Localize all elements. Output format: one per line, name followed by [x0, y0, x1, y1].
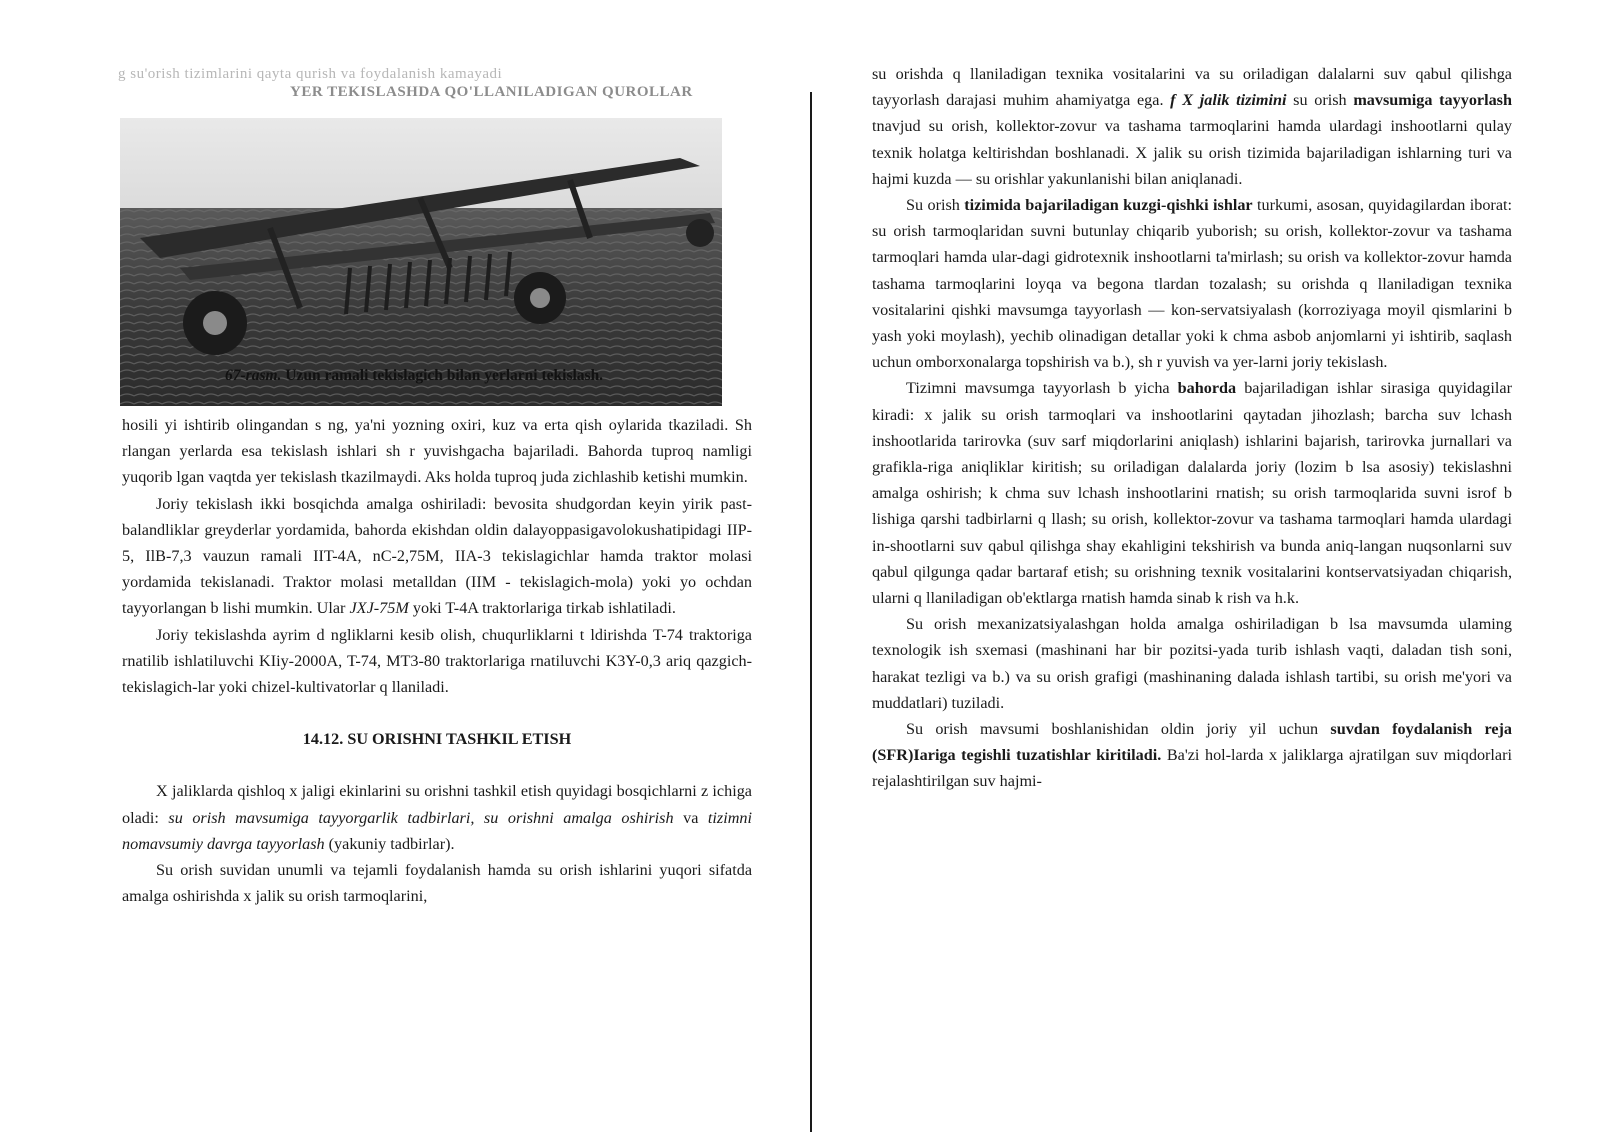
paragraph — [872, 192, 1512, 375]
paragraph — [872, 375, 1512, 611]
section-heading: 14.12. SU ORISHNI TASHKIL ETISH — [302, 730, 572, 749]
leveller-photo — [120, 118, 722, 406]
text-run: bajariladigan ishlar sirasiga quyidagilar kiradi: x jalik su orish tarmoqlari va inshootlarini qaytadan jihozlash; barcha suv lchash inshootlarida tarirovka (suv sarf miqdorlarini aniqlash) ishlarini bajarish, tarirovka jurnallari va grafikla-riga aniqliklar kiritish; su oriladigan dalalarda joriy (lozim b lsa asosiy) tekislashni amalga oshirish; k chma suv lchash inshootlarini rnatish; su orish tarmoqlarida suvni isrof b lishiga qarshi tadbirlarni q llash; su orish, kollektor-zovur va tashama tarmoqlari hamda ulardagi in-shootlarni suv qabul qilishga shay ekahligini tekshirish va bunda aniq-langan nuqsonlarni suv qabul qilgunga qadar bartaraf etish; su orishning texnik vositalarini kontservatsiyadan chiqarish, ularni q llaniladigan ob'ektlarga rnatish hamda sinab k rish va h.k. — [872, 379, 1512, 608]
italic-text: tizimni nomavsumiy davrga tayyorlash — [122, 808, 752, 853]
figure-67 — [100, 62, 722, 406]
paragraph: hosili yi ishtirib olingandan s ng, ya'ni yozning oxiri, kuz va erta qish oylarida tkaziladi. Sh rlangan yerlarda esa tekislash ishlari sh r yuvishgacha bajariladi. Bahorda tuproq namligi yuqorib lgan vaqtda yer tekislash tkazilmaydi. Aks holda tuproq juda zichlashib ketishi mumkin. — [122, 416, 752, 487]
text-run: (yakuniy tadbirlar). — [324, 834, 455, 853]
italic-text: su orish mavsumiga tayyorgarlik tadbirlari, su orishni amalga oshirish — [168, 808, 674, 827]
text-run: X jaliklarda qishloq x jaligi ekinlarini su orishni tashkil etish quyidagi bosqichlarni z ichiga oladi: — [122, 782, 752, 827]
bleed-through-text: g su'orish tizimlarini qayta qurish va foydalanish kamayadi — [118, 66, 503, 82]
bold-text: bahorda — [1177, 379, 1237, 398]
paragraph: Su orish mexanizatsiyalashgan holda amalga oshiriladigan b lsa mavsumda ulaming texnologik ish sxemasi (mashinani har bir pozitsi-yada turib ishlash vaqti, daladan tish soni, harakat tezligi va b.) va su orish grafigi (mashinaning dalada ishlash tartibi, su orish me'yori va muddatlari) tuziladi. — [872, 615, 1512, 712]
paragraph: Su orish suvidan unumli va tejamli foydalanish hamda su orish ishlarini yuqori sifatda amalga oshirishda x jalik su orish tarmoqlarini, — [122, 861, 752, 906]
caption-number: 67-rasm. — [225, 367, 282, 384]
italic-text: JXJ-75M — [349, 599, 409, 618]
text-run: su orishda q llaniladigan texnika vositalarini va su oriladigan dalalarni suv qabul qilishga tayyorlash darajasi muhim ahamiyatga ega. — [872, 65, 1512, 110]
paragraph — [872, 61, 1512, 192]
figure-caption — [225, 367, 603, 385]
bold-text: tizimida bajariladigan kuzgi-qishki ishlar — [964, 196, 1253, 215]
text-run: yoki T-4A traktorlariga tirkab ishlatiladi. — [408, 599, 676, 618]
paragraph — [122, 778, 752, 857]
text-run: Su orish mavsumi boshlanishidan oldin joriy yil uchun — [906, 720, 1331, 739]
bold-text: mavsumiga tayyorlash — [1353, 91, 1512, 110]
text-run: Tizimni mavsumga tayyorlash b yicha — [906, 379, 1178, 398]
column-divider — [810, 92, 812, 1132]
text-run: tnavjud su orish, kollektor-zovur va tashama tarmoqlarini hamda ulardagi inshootlarni qulay texnik holatga keltirishdan boshlanadi. X jalik su orish tizimida bajariladigan ishlarning turi va hajmi kuzda — su orishlar yakunlanishi bilan aniqlanadi. — [872, 117, 1512, 188]
bold-text: f X jalik tizimini — [1170, 91, 1287, 110]
text-run: Ba'zi hol-larda x jaliklarga ajratilgan suv miqdorlari rejalashtirilgan suv hajmi- — [872, 746, 1512, 791]
right-column — [872, 61, 1512, 795]
left-column — [122, 412, 752, 909]
text-run: turkumi, asosan, quyidagilardan iborat: su orish tarmoqlaridan suvni butunlay chiqarib yuborish; su orish, kollektor-zovur va tashama tarmoqlari hamda ular-dagi gidrotexnik inshootlarni ta'mirlash; su orish va kollektor-zovur hamda tashama tarmoqlarini loyqa va begona tlardan tozalash; su orishda q llaniladigan texnika vositalarini qishki mavsumga tayyorlash — kon-servatsiyalash (korroziyaga moyil qismlarini b yash yoki moylash), yechib olinadigan detallar yoki k chma asbob anjomlarni yi ishtirib, saqlash uchun omborxonalarga topshirish va b.), sh r yuvish va yer-larni joriy tekislash. — [872, 196, 1512, 372]
text-run: Su orish — [906, 196, 965, 215]
paragraph: Joriy tekislashda ayrim d ngliklarni kesib olish, chuqurliklarni t ldirishda T-74 traktoriga rnatilib ishlatiluvchi KIiy-2000A, T-74, MT3-80 traktorlariga rnatiluvchi K3Y-0,3 ariq qazgich-tekislagich-lar yoki chizel-kultivatorlar q llaniladi. — [122, 625, 752, 697]
text-run: su orish — [1286, 91, 1354, 110]
bleed-through-heading: YER TEKISLASHDA QO'LLANILADIGAN QUROLLAR — [290, 84, 693, 100]
text-run: Joriy tekislash ikki bosqichda amalga oshiriladi: bevosita shudgordan keyin yirik past-balandliklar greyderlar yordamida, bahorda ekishdan oldin dalayoppasigavolokushatipidagi IIP-5, IlB-7,3 vauzun ramali IIT-4A, nC-2,75M, IIA-3 tekislagichlar hamda traktor molasi yordamida tekislanadi. Traktor molasi metalldan (IIM - tekislagich-mola) yoki yo ochdan tayyorlangan b lishi mumkin. Ular — [122, 494, 752, 618]
caption-text: Uzun ramali tekislagich bilan yerlarni tekislash. — [285, 367, 604, 384]
paragraph — [872, 716, 1512, 795]
paragraph — [122, 491, 752, 622]
bold-text: suvdan foydalanish reja (SFR)Iariga tegishli tuzatishlar kiritiladi. — [872, 720, 1513, 765]
text-run: va — [673, 808, 708, 827]
